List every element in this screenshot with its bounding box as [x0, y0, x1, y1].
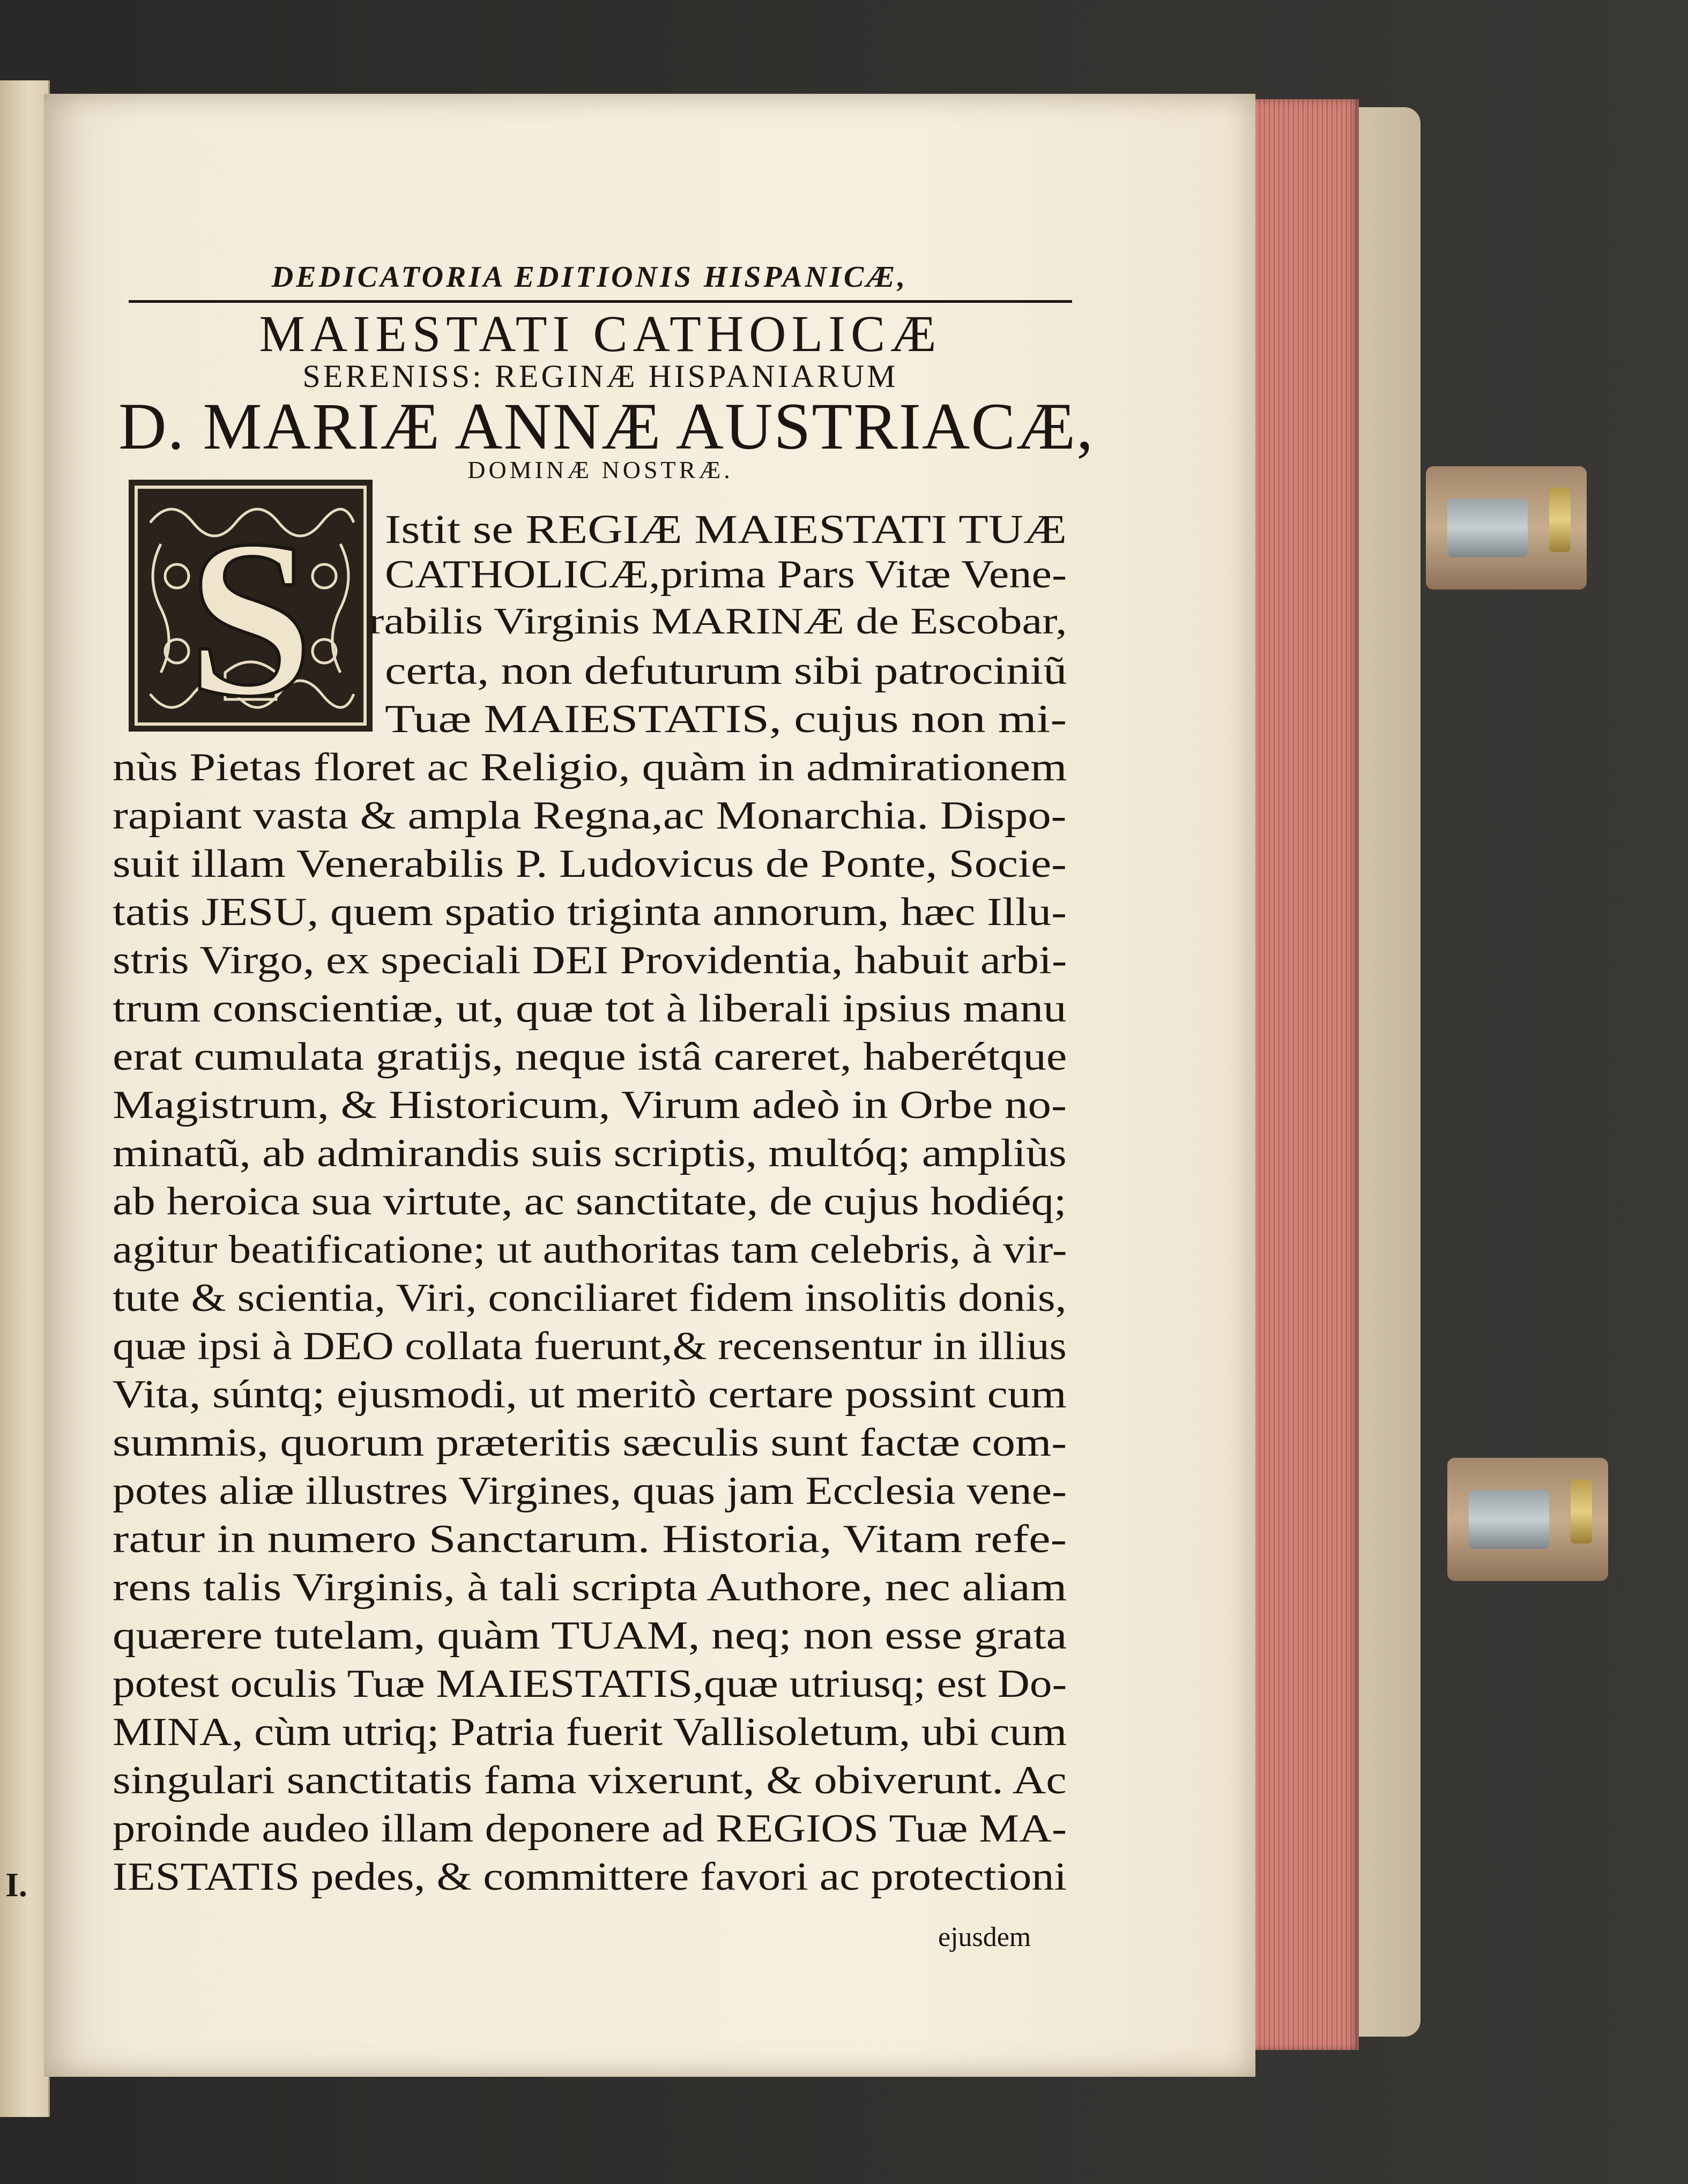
body-line-22: ratur in numero Sanctarum. Historia, Vitam refe-	[113, 1517, 1067, 1561]
body-line-18: quæ ipsi à DEO collata fuerunt,& recensentur in illius	[113, 1324, 1067, 1368]
clasp-plate	[1469, 1490, 1549, 1549]
body-line-26: MINA, cùm utriq; Patria fuerit Vallisoletum, ubi cum	[113, 1710, 1067, 1754]
body-line-12: erat cumulata gratijs, neque istâ careret, haberétque	[113, 1035, 1067, 1079]
body-line-14: minatũ, ab admirandis suis scriptis, multóq; ampliùs	[113, 1131, 1067, 1175]
left-page	[0, 80, 50, 2117]
red-page-edges	[1252, 99, 1359, 2050]
title-line-4: DOMINÆ NOSTRÆ.	[467, 456, 733, 483]
clasp-pin	[1571, 1479, 1592, 1544]
body-line-20: summis, quorum præteritis sæculis sunt factæ com-	[113, 1421, 1067, 1465]
body-line-28: proinde audeo illam deponere ad REGIOS Tuæ MA-	[113, 1807, 1067, 1851]
catchword: ejusdem	[938, 1922, 1031, 1952]
body-line-29: IESTATIS pedes, & committere favori ac protectioni	[113, 1855, 1067, 1899]
body-line-17: tute & scientia, Viri, conciliaret fidem insolitis donis,	[113, 1276, 1067, 1320]
title-line-3: D. MARIÆ ANNÆ AUSTRIACÆ,	[118, 390, 1095, 463]
body-line-10: stris Virgo, ex speciali DEI Providentia, habuit arbi-	[113, 938, 1067, 982]
body-line-3: rabilis Virginis MARINÆ de Escobar,	[369, 601, 1067, 642]
title-line-1: MAIESTATI CATHOLICÆ	[259, 305, 942, 362]
body-line-5: Tuæ MAIESTATIS, cujus non mi-	[385, 697, 1067, 741]
upper-clasp	[1426, 466, 1587, 590]
body-line-2: CATHOLICÆ,prima Pars Vitæ Vene-	[385, 553, 1067, 597]
body-line-4: certa, non defuturum sibi patrociniũ	[385, 649, 1067, 693]
body-line-6: nùs Pietas floret ac Religio, quàm in admirationem	[113, 746, 1067, 789]
body-line-8: suit illam Venerabilis P. Ludovicus de Ponte, Socie-	[113, 842, 1067, 886]
body-line-1: Istit se REGIÆ MAIESTATI TUÆ	[385, 507, 1067, 552]
body-line-13: Magistrum, & Historicum, Virum adeò in Orbe no-	[113, 1083, 1067, 1127]
clasp-plate	[1447, 498, 1528, 557]
decorated-initial	[129, 480, 373, 732]
clasp-pin	[1549, 488, 1571, 552]
body-line-16: agitur beatificatione; ut authoritas tam celebris, à vir-	[113, 1228, 1067, 1272]
header-rule	[129, 300, 1072, 303]
body-line-25: potest oculis Tuæ MAIESTATIS,quæ utriusq; est Do-	[113, 1662, 1067, 1706]
body-line-15: ab heroica sua virtute, ac sanctitate, de cujus hodiéq;	[113, 1180, 1067, 1224]
lower-clasp	[1447, 1458, 1608, 1581]
body-line-19: Vita, súntq; ejusmodi, ut meritò certare possint cum	[113, 1373, 1067, 1417]
running-head: DEDICATORIA EDITIONIS HISPANICÆ,	[271, 260, 908, 294]
initial-letter: S	[188, 494, 313, 732]
title-line-2: SERENISS: REGINÆ HISPANIARUM	[302, 359, 898, 394]
body-line-24: quærere tutelam, quàm TUAM, neq; non esse grata	[113, 1614, 1067, 1658]
body-line-7: rapiant vasta & ampla Regna,ac Monarchia. Dispo-	[113, 794, 1067, 838]
left-page-mark: I.	[5, 1866, 27, 1904]
body-line-21: potes aliæ illustres Virgines, quas jam Ecclesia vene-	[113, 1469, 1067, 1513]
body-line-23: rens talis Virginis, à tali scripta Authore, nec aliam	[113, 1566, 1067, 1609]
body-line-27: singulari sanctitatis fama vixerunt, & obiverunt. Ac	[113, 1758, 1067, 1802]
body-line-9: tatis JESU, quem spatio triginta annorum, hæc Illu-	[113, 890, 1067, 934]
body-line-11: trum conscientiæ, ut, quæ tot à liberali ipsius manu	[113, 987, 1067, 1031]
